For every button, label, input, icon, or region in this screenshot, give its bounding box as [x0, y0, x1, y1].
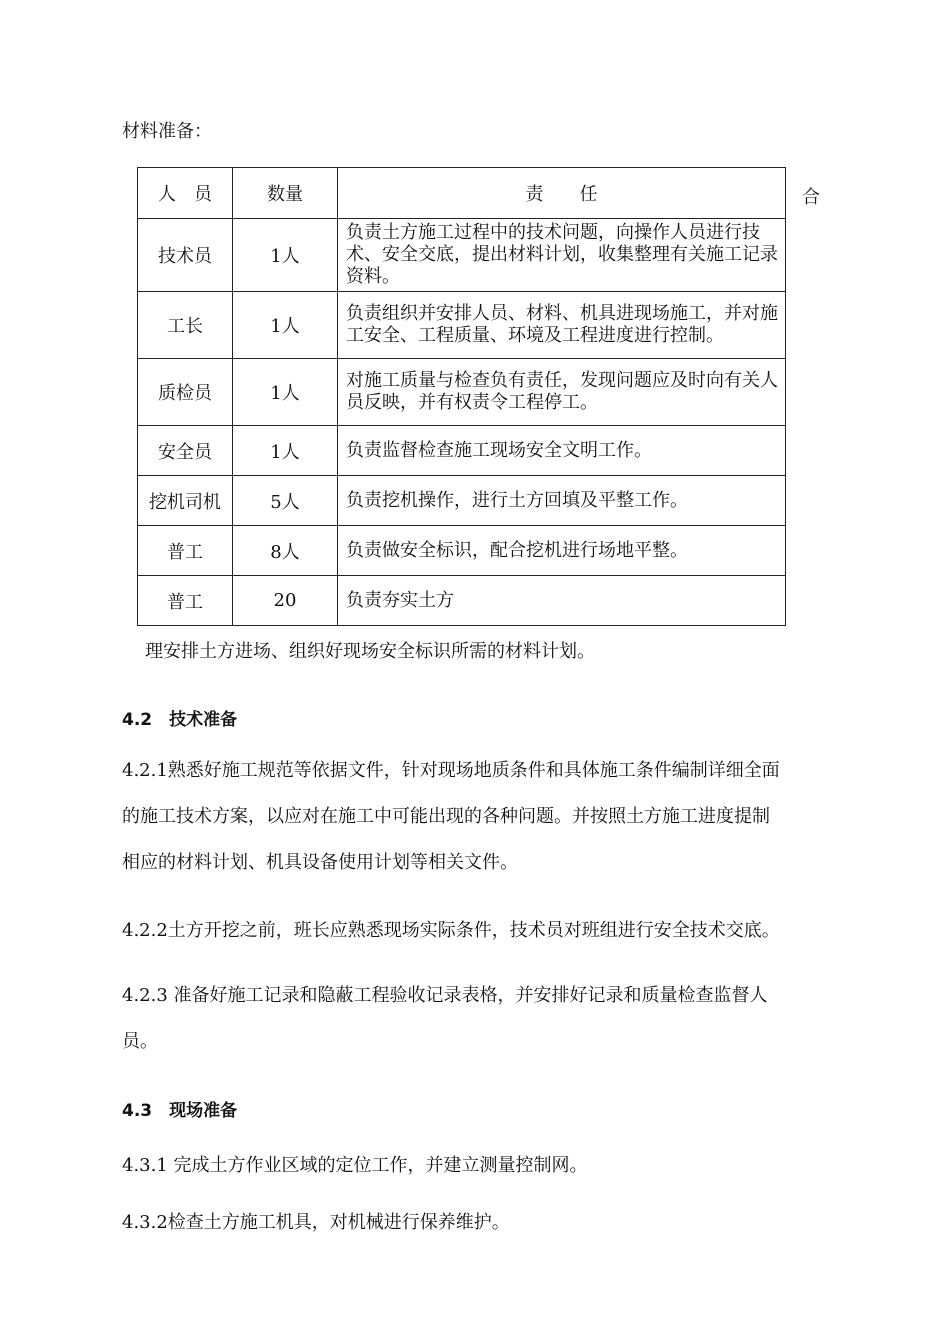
header-duty-left: 责: [525, 184, 544, 205]
paragraph-4-2-3: [122, 973, 768, 1065]
overflow-char: 合: [802, 187, 820, 208]
row-duty: 负责夯实土方: [338, 576, 786, 626]
table-row: [138, 426, 786, 476]
paragraph-line: 的施工技术方案，以应对在施工中可能出现的各种问题。并按照土方施工进度提制: [122, 806, 770, 827]
row-duty: 负责土方施工过程中的技术问题，向操作人员进行技术、安全交底，提出材料计划，收集整理有关施工记录资料。: [338, 219, 786, 292]
row-person: 质检员: [138, 359, 233, 426]
row-person: 普工: [138, 526, 233, 576]
table-row: [138, 219, 786, 292]
row-person: 技术员: [138, 219, 233, 292]
row-count: 20: [233, 576, 338, 626]
row-duty: 负责做安全标识，配合挖机进行场地平整。: [338, 526, 786, 576]
table-row: [138, 359, 786, 426]
row-person: 安全员: [138, 426, 233, 476]
paragraph-4-3-1: 4.3.1 完成土方作业区域的定位工作，并建立测量控制网。: [122, 1155, 588, 1176]
table-row: [138, 292, 786, 359]
row-duty: 负责组织并安排人员、材料、机具进现场施工，并对施工安全、工程质量、环境及工程进度进行控制。: [338, 292, 786, 359]
header-duty-right: 任: [579, 184, 598, 205]
paragraph-4-3-2: 4.3.2检查土方施工机具，对机械进行保养维护。: [122, 1212, 510, 1233]
row-person: 挖机司机: [138, 476, 233, 526]
row-count: 1人: [233, 426, 338, 476]
header-count: 数量: [233, 168, 338, 219]
table-row: [138, 576, 786, 626]
row-person: 普工: [138, 576, 233, 626]
row-count: 5人: [233, 476, 338, 526]
row-count: 1人: [233, 359, 338, 426]
after-table-text: 理安排土方进场、组织好现场安全标识所需的材料计划。: [145, 641, 595, 662]
staff-table: [137, 167, 786, 626]
table-header-row: [138, 168, 786, 219]
header-duty: [338, 168, 786, 219]
row-duty: 负责挖机操作，进行土方回填及平整工作。: [338, 476, 786, 526]
paragraph-line: 4.2.1熟悉好施工规范等依据文件，针对现场地质条件和具体施工条件编制详细全面: [122, 760, 780, 781]
row-count: 1人: [233, 219, 338, 292]
table-row: [138, 526, 786, 576]
paragraph-4-2-1: [122, 748, 780, 886]
table-row: [138, 476, 786, 526]
row-count: 1人: [233, 292, 338, 359]
row-count: 8人: [233, 526, 338, 576]
row-duty: 对施工质量与检查负有责任，发现问题应及时向有关人员反映，并有权责令工程停工。: [338, 359, 786, 426]
section-4-2-heading: 4.2 技术准备: [122, 710, 238, 730]
row-person: 工长: [138, 292, 233, 359]
paragraph-4-2-2: 4.2.2土方开挖之前，班长应熟悉现场实际条件，技术员对班组进行安全技术交底。: [122, 920, 780, 941]
section-4-3-heading: 4.3 现场准备: [122, 1101, 238, 1121]
header-person: 人 员: [138, 168, 233, 219]
paragraph-line: 员。: [122, 1031, 158, 1052]
paragraph-line: 相应的材料计划、机具设备使用计划等相关文件。: [122, 852, 518, 873]
row-duty: 负责监督检查施工现场安全文明工作。: [338, 426, 786, 476]
material-preparation-label: 材料准备：: [122, 121, 212, 142]
paragraph-line: 4.2.3 准备好施工记录和隐蔽工程验收记录表格，并安排好记录和质量检查监督人: [122, 985, 768, 1006]
